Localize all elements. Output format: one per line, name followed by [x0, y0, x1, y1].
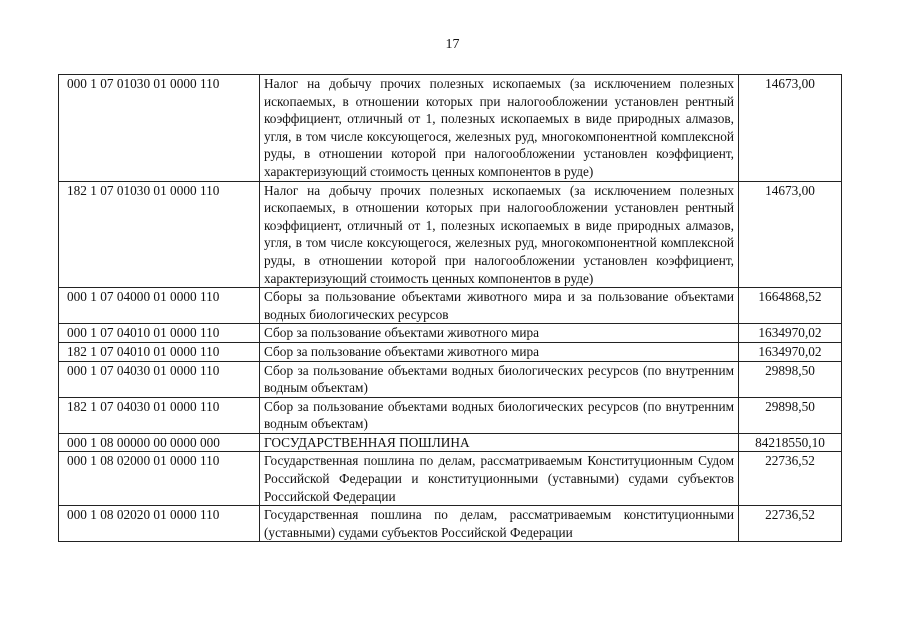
revenue-amount: 22736,52	[739, 452, 842, 506]
revenue-item-name: Сборы за пользование объектами животного мира и за пользование объектами водных биологических ресурсов	[260, 288, 739, 324]
table-row	[59, 288, 842, 324]
table-row	[59, 506, 842, 542]
revenue-item-name: Сбор за пользование объектами животного мира	[260, 324, 739, 343]
budget-classification-code: 182 1 07 01030 01 0000 110	[59, 181, 260, 288]
table-row	[59, 361, 842, 397]
revenue-amount: 84218550,10	[739, 433, 842, 452]
revenue-item-name: ГОСУДАРСТВЕННАЯ ПОШЛИНА	[260, 433, 739, 452]
table-row	[59, 342, 842, 361]
revenue-amount: 29898,50	[739, 361, 842, 397]
budget-classification-code: 182 1 07 04030 01 0000 110	[59, 397, 260, 433]
budget-classification-code: 000 1 07 04030 01 0000 110	[59, 361, 260, 397]
revenue-item-name: Государственная пошлина по делам, рассматриваемым Конституционным Судом Российской Федерации и конституционными (уставными) судами субъектов Российской Федерации	[260, 452, 739, 506]
revenue-amount: 14673,00	[739, 75, 842, 182]
revenue-amount: 1664868,52	[739, 288, 842, 324]
budget-classification-code: 000 1 07 01030 01 0000 110	[59, 75, 260, 182]
budget-classification-code: 000 1 08 02000 01 0000 110	[59, 452, 260, 506]
revenue-item-name: Сбор за пользование объектами животного мира	[260, 342, 739, 361]
table-row	[59, 397, 842, 433]
budget-classification-code: 000 1 08 00000 00 0000 000	[59, 433, 260, 452]
page-number: 17	[445, 37, 460, 52]
revenue-item-name: Государственная пошлина по делам, рассматриваемым конституционными (уставными) судами субъектов Российской Федерации	[260, 506, 739, 542]
table-row	[59, 433, 842, 452]
table-row	[59, 75, 842, 182]
budget-classification-code: 000 1 07 04000 01 0000 110	[59, 288, 260, 324]
revenue-amount: 1634970,02	[739, 324, 842, 343]
budget-classification-code: 000 1 07 04010 01 0000 110	[59, 324, 260, 343]
revenue-amount: 22736,52	[739, 506, 842, 542]
revenue-item-name: Налог на добычу прочих полезных ископаемых (за исключением полезных ископаемых, в отношении которых при налогообложении установлен рентный коэффициент, отличный от 1, полезных ископаемых в виде природных алмазов, угля, в том числе коксующегося, железных руд, многокомпонентной комплексной руды, в отношении которой при налогообложении установлен коэффициент, характеризующий стоимость ценных компонентов в руде)	[260, 181, 739, 288]
revenue-item-name: Сбор за пользование объектами водных биологических ресурсов (по внутренним водным объектам)	[260, 397, 739, 433]
revenue-amount: 1634970,02	[739, 342, 842, 361]
table-row	[59, 452, 842, 506]
budget-classification-code: 000 1 08 02020 01 0000 110	[59, 506, 260, 542]
table-row	[59, 181, 842, 288]
budget-revenue-table	[58, 74, 842, 542]
revenue-item-name: Налог на добычу прочих полезных ископаемых (за исключением полезных ископаемых, в отношении которых при налогообложении установлен рентный коэффициент, отличный от 1, полезных ископаемых в виде природных алмазов, угля, в том числе коксующегося, железных руд, многокомпонентной комплексной руды, в отношении которой при налогообложении установлен коэффициент, характеризующий стоимость ценных компонентов в руде)	[260, 75, 739, 182]
budget-classification-code: 182 1 07 04010 01 0000 110	[59, 342, 260, 361]
revenue-item-name: Сбор за пользование объектами водных биологических ресурсов (по внутренним водным объектам)	[260, 361, 739, 397]
revenue-amount: 14673,00	[739, 181, 842, 288]
revenue-amount: 29898,50	[739, 397, 842, 433]
table-row	[59, 324, 842, 343]
